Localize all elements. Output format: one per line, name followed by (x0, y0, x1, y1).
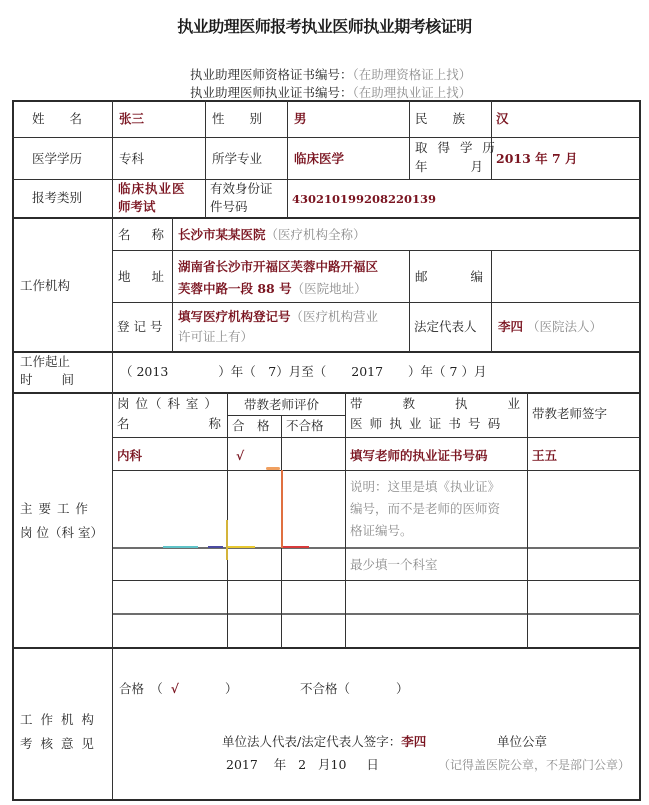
assessment-date: 2017 年 2 月10 日 (226, 757, 379, 772)
institution-name-value: 长沙市某某医院 (178, 227, 266, 242)
name-label: 姓 名 (32, 111, 83, 126)
institution-name-label: 名 称 (118, 227, 164, 242)
gender-value: 男 (294, 111, 307, 126)
seal-hint: （记得盖医院公章，不是部门公章） (438, 758, 631, 772)
exam-category-value-line2: 师考试 (118, 199, 156, 214)
assessment-fail: 不合格（ ） (300, 681, 409, 696)
ethnicity-label: 民 族 (415, 111, 466, 126)
assessment-pass: 合格 （ √ ） (119, 681, 238, 696)
address-value-line1: 湖南省长沙市开福区芙蓉中路开福区 (178, 259, 379, 274)
education-value: 专科 (119, 151, 145, 166)
row1-sign: 王五 (532, 448, 558, 463)
seal-label: 单位公章 (497, 734, 548, 749)
major-label: 所学专业 (212, 151, 263, 166)
practice-cert-number (190, 83, 471, 101)
postcode-label: 邮 编 (415, 269, 483, 284)
address-line2 (178, 280, 367, 298)
row1-pass-check: √ (236, 448, 245, 463)
row1-cert: 填写老师的执业证书号码 (350, 448, 488, 463)
row1-dept: 内科 (117, 448, 143, 463)
degree-date-value: 2013 年 7 月 (496, 151, 578, 166)
address-value-line2: 芙蓉中路一段 88 号 (178, 281, 292, 296)
assessment-pass-label: 合格 （ (119, 681, 163, 696)
signer (222, 733, 426, 751)
gender-label: 性 别 (212, 111, 263, 126)
education-label: 医学学历 (32, 151, 83, 166)
legal-rep-value: 李四 (498, 319, 524, 334)
registration-label: 登 记 号 (117, 319, 163, 334)
row3-cert-note: 最少填一个科室 (350, 557, 438, 572)
qualification-cert-label: 执业助理医师资格证书编号： (190, 67, 353, 82)
row2-cert-note-line1: 说明：这里是填《执业证》 (350, 479, 501, 494)
registration-line1 (178, 308, 378, 326)
row2-cert-note-line2: 编号，而不是老师的医师资 (350, 501, 501, 516)
legal-rep (498, 318, 602, 336)
sign-header: 带教老师签字 (532, 406, 608, 421)
pass-header: 合 格 (232, 418, 270, 433)
assessment-section-label-line1: 工 作 机 构 (20, 712, 96, 727)
id-number-value: 430210199208220139 (292, 192, 437, 206)
assessment-pass-mark: √ (170, 681, 179, 696)
cert-header-line2: 医 师 执 业 证 书 号 码 (350, 416, 502, 431)
name-value: 张三 (119, 111, 145, 126)
degree-date-label-line1: 取 得 学 历 (415, 140, 498, 155)
eval-header: 带教老师评价 (244, 397, 320, 412)
fail-header: 不合格 (286, 418, 324, 433)
major-value: 临床医学 (294, 151, 345, 166)
address-label: 地 址 (118, 269, 164, 284)
exam-category-value-line1: 临床执业医 (118, 181, 186, 196)
qualification-cert-hint: （在助理资格证上找） (352, 67, 472, 82)
legal-rep-label: 法定代表人 (414, 319, 477, 334)
practice-cert-hint: （在助理执业证上找） (352, 85, 472, 100)
registration-value: 填写医疗机构登记号 (178, 309, 291, 324)
registration-hint-line2: 许可证上有） (178, 329, 254, 344)
dept-header-line1: 岗 位（ 科 室 ） (117, 396, 218, 411)
date-year: 2017 (226, 757, 258, 772)
practice-cert-label: 执业助理医师执业证书编号： (190, 85, 353, 100)
date-month: 2 (298, 757, 307, 772)
cert-header-line1: 带 教 执 业 (350, 396, 520, 411)
legal-rep-hint: （医院法人） (527, 319, 603, 334)
assessment-fail-label: 不合格（ (300, 681, 351, 696)
work-period-label-line2: 时 间 (20, 372, 74, 387)
address-hint: （医院地址） (291, 281, 367, 296)
date-day: 10 (330, 757, 347, 772)
signer-value: 李四 (401, 734, 427, 749)
registration-hint-line1: （医疗机构营业 (290, 309, 379, 324)
institution-name (178, 226, 366, 244)
qualification-cert-number (190, 65, 471, 83)
signer-label: 单位法人代表/法定代表人签字： (222, 734, 402, 749)
exam-category-label: 报考类别 (32, 190, 83, 205)
ethnicity-value: 汉 (496, 111, 509, 126)
work-period-value: （ 2013 ）年（ 7）月至（ 2017 ）年（ 7 ）月 (120, 364, 487, 379)
document-title: 执业助理医师报考执业医师执业期考核证明 (177, 17, 472, 36)
id-label-line1: 有效身份证 (210, 181, 273, 196)
degree-date-label-line2: 年 月 (415, 159, 483, 174)
positions-section-label-line2: 岗 位（科 室） (20, 525, 103, 540)
row2-cert-note-line3: 格证编号。 (350, 523, 413, 538)
institution-name-hint: （医疗机构全称） (265, 227, 366, 242)
dept-header-line2: 名 称 (117, 416, 221, 431)
institution-section-label: 工作机构 (20, 278, 71, 293)
id-label-line2: 件号码 (210, 199, 248, 214)
positions-section-label-line1: 主 要 工 作 (20, 501, 89, 516)
assessment-section-label-line2: 考 核 意 见 (20, 736, 96, 751)
work-period-label-line1: 工作起止 (20, 354, 71, 369)
